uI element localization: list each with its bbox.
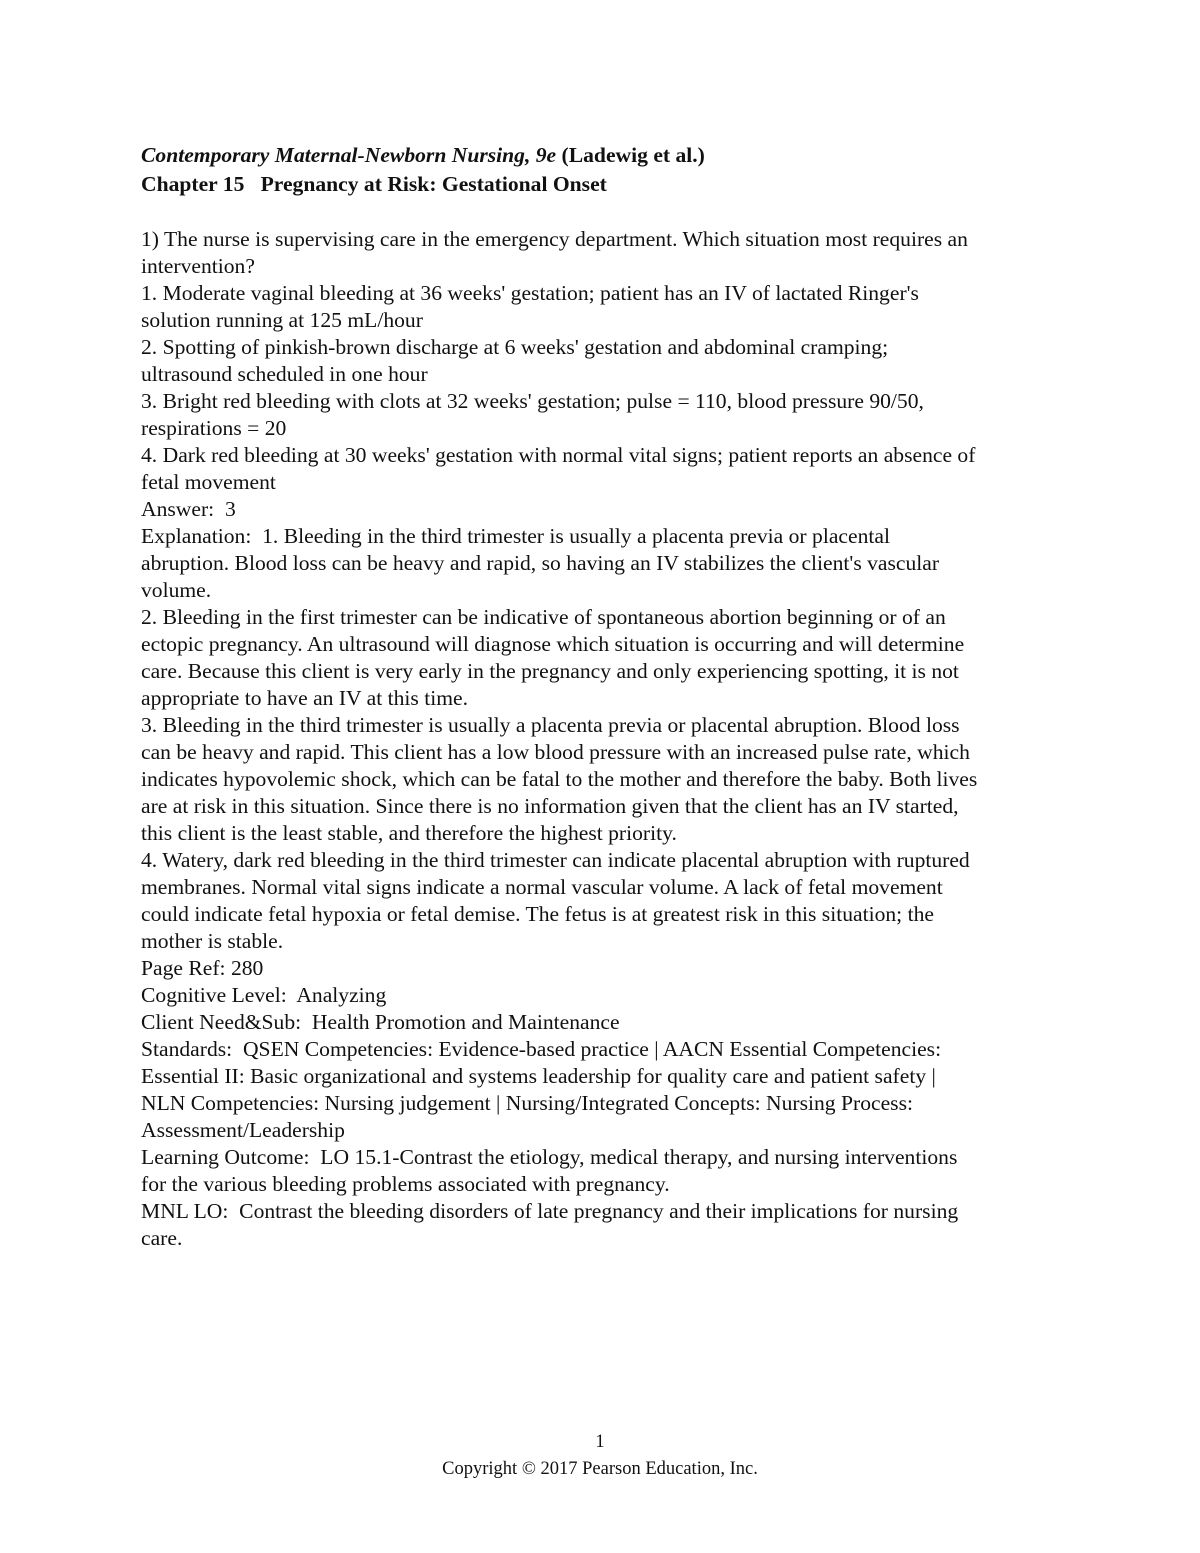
page-number: 1 (595, 1432, 605, 1452)
body-line: membranes. Normal vital signs indicate a normal vascular volume. A lack of fetal movement (141, 875, 943, 899)
body-line: Assessment/Leadership (141, 1118, 345, 1142)
body-line: abruption. Blood loss can be heavy and rapid, so having an IV stabilizes the client's vascular (141, 551, 940, 575)
body-line: 3. Bleeding in the third trimester is usually a placenta previa or placental abruption. Blood loss (141, 713, 960, 737)
body-line: Explanation: 1. Bleeding in the third trimester is usually a placenta previa or placental (141, 524, 890, 548)
body-line: NLN Competencies: Nursing judgement | Nursing/Integrated Concepts: Nursing Process: (141, 1091, 913, 1115)
body-line: are at risk in this situation. Since there is no information given that the client has an IV started, (141, 794, 959, 818)
body-line: can be heavy and rapid. This client has a low blood pressure with an increased pulse rate, which (141, 740, 970, 764)
body-line: Learning Outcome: LO 15.1-Contrast the etiology, medical therapy, and nursing interventions (141, 1145, 958, 1169)
body-line: MNL LO: Contrast the bleeding disorders of late pregnancy and their implications for nursing (141, 1199, 959, 1223)
body-line: Standards: QSEN Competencies: Evidence-based practice | AACN Essential Competencies: (141, 1037, 942, 1061)
body-line: 2. Spotting of pinkish-brown discharge at 6 weeks' gestation and abdominal cramping; (141, 335, 889, 359)
body-line: solution running at 125 mL/hour (141, 308, 423, 332)
body-line: Answer: 3 (141, 497, 236, 521)
body-line: Page Ref: 280 (141, 956, 264, 980)
body-line: 1) The nurse is supervising care in the emergency department. Which situation most requires an (141, 227, 968, 251)
body-line: Cognitive Level: Analyzing (141, 983, 387, 1007)
page-content (141, 141, 1061, 1252)
book-title-italic: Contemporary Maternal-Newborn Nursing, 9e (141, 143, 557, 167)
body-line: could indicate fetal hypoxia or fetal demise. The fetus is at greatest risk in this situation; the (141, 902, 934, 926)
body-line: care. Because this client is very early in the pregnancy and only experiencing spotting, it is not (141, 659, 959, 683)
body-line: 2. Bleeding in the first trimester can be indicative of spontaneous abortion beginning or of an (141, 605, 946, 629)
copyright-notice: Copyright © 2017 Pearson Education, Inc. (442, 1459, 758, 1479)
body-line: this client is the least stable, and therefore the highest priority. (141, 821, 677, 845)
body-line: care. (141, 1226, 183, 1250)
blank-line (141, 199, 1061, 226)
body-line: 3. Bright red bleeding with clots at 32 weeks' gestation; pulse = 110, blood pressure 90/50, (141, 389, 924, 413)
body-line: respirations = 20 (141, 416, 287, 440)
body-line: for the various bleeding problems associated with pregnancy. (141, 1172, 670, 1196)
book-title (141, 141, 1061, 170)
chapter-title: Chapter 15 Pregnancy at Risk: Gestational Onset (141, 172, 607, 196)
body-line: 4. Watery, dark red bleeding in the third trimester can indicate placental abruption with ruptured (141, 848, 970, 872)
question-body (141, 226, 1061, 1252)
body-line: indicates hypovolemic shock, which can be fatal to the mother and therefore the baby. Both lives (141, 767, 978, 791)
body-line: fetal movement (141, 470, 276, 494)
body-line: Essential II: Basic organizational and systems leadership for quality care and patient safety | (141, 1064, 936, 1088)
body-line: 4. Dark red bleeding at 30 weeks' gestation with normal vital signs; patient reports an absence of (141, 443, 976, 467)
body-line: appropriate to have an IV at this time. (141, 686, 469, 710)
body-line: ultrasound scheduled in one hour (141, 362, 428, 386)
body-line: volume. (141, 578, 212, 602)
body-line: Client Need&Sub: Health Promotion and Maintenance (141, 1010, 620, 1034)
body-line: ectopic pregnancy. An ultrasound will diagnose which situation is occurring and will determine (141, 632, 965, 656)
body-line: mother is stable. (141, 929, 284, 953)
body-line: 1. Moderate vaginal bleeding at 36 weeks' gestation; patient has an IV of lactated Ringer's (141, 281, 919, 305)
book-authors: (Ladewig et al.) (556, 143, 705, 167)
body-line: intervention? (141, 254, 255, 278)
